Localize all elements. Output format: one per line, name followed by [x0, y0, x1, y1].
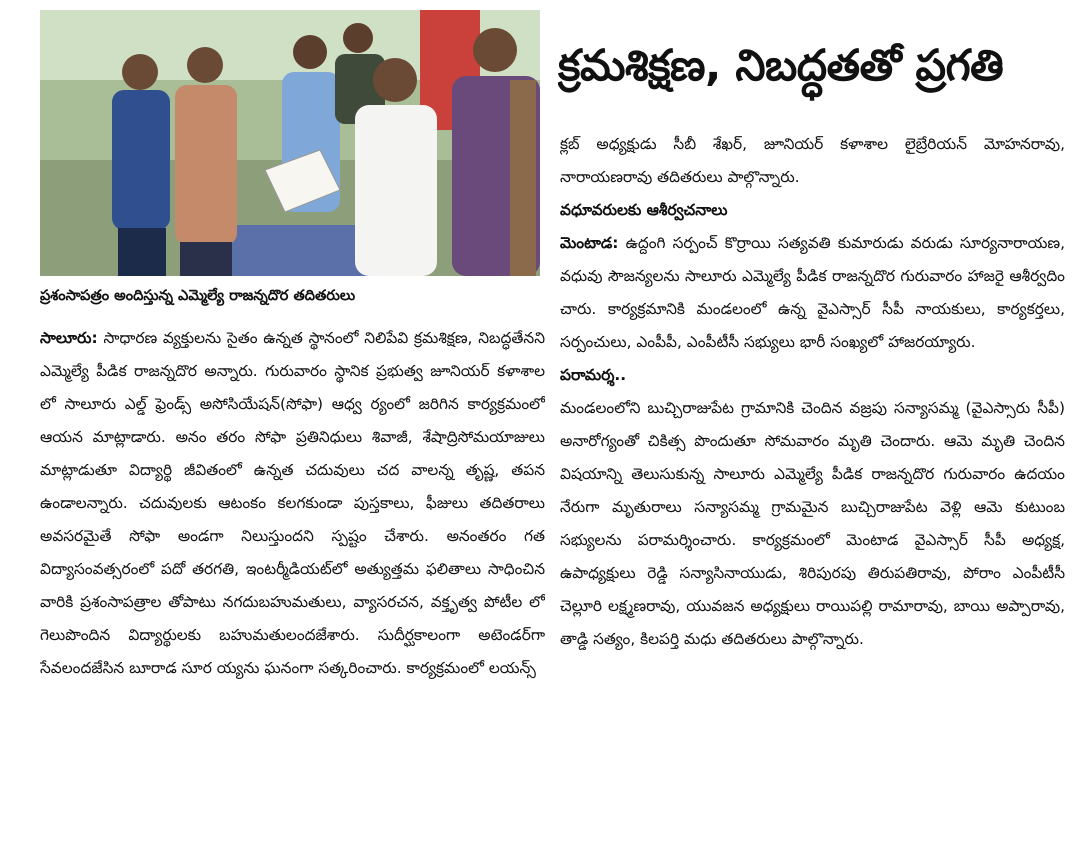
- left-column: [40, 322, 545, 862]
- continuation-text: క్లబ్ అధ్యక్షుడు సీబీ శేఖర్, జూనియర్ కళాశాల లైబ్రేరియన్ మోహనరావు, నారాయణరావు తదితరులు పాల్గొన్నారు.: [560, 135, 1065, 186]
- condolence-body: మండలంలోని బుచ్చిరాజుపేట గ్రామానికి చెందిన వజ్రపు సన్యాసమ్మ (వైఎస్సారు సీపీ) అనారోగ్యంతో చికిత్స పొందుతూ సోమవారం మృతి చెందారు. ఆమె మృతి చెందిన విషయాన్ని తెలుసుకున్న సాలూరు ఎమ్మెల్యే పీడిక రాజన్నదొర గురువారం ఉదయం నేరుగా మృతురాలు సన్యాసమ్మ గ్రామమైన బుచ్చిరాజుపేట వెళ్లి ఆమె కుటుంబ సభ్యులను పరామర్శించారు. కార్యక్రమంలో మెంటాడ వైఎస్సార్ సీపీ అధ్యక్ష, ఉపాధ్యక్షులు రెడ్డి సన్యాసినాయుడు, శిరిపురపు తిరుపతిరావు, పోరాం ఎంపీటీసీ చెల్లూరి లక్ష్మణరావు, యువజన అధ్యక్షులు రాయిపల్లి రామారావు, బాయి అప్పారావు, తాడ్డి సత్యం, కిలపర్తి మధు తదితరులు పాల్గొన్నారు.: [560, 399, 1065, 648]
- dateline-saluru: సాలూరు:: [40, 329, 98, 347]
- dateline-mentada: మెంటాడ:: [560, 234, 619, 252]
- blessings-body: ఉద్దంగి సర్పంచ్ కొర్రాయి సత్యవతి కుమారుడు వరుడు సూర్యనారాయణ, వధువు సౌజన్యలను సాలూరు ఎమ్మెల్యే పీడిక రాజన్నదొర గురువారం హాజరై ఆశీర్వదిం చారు. కార్యక్రమానికి మండలంలో ఉన్న వైఎస్సార్ సీపీ నాయకులు, కార్యకర్తలు, సర్పంచులు, ఎంపీపీ, ఎంపీటీసీ సభ్యులు భారీ సంఖ్యలో హాజరయ్యారు.: [560, 234, 1065, 351]
- subheading-blessings: వధూవరులకు ఆశీర్వచనాలు: [560, 201, 728, 219]
- photo-caption: ప్రశంసాపత్రం అందిస్తున్న ఎమ్మెల్యే రాజన్నదొర తదితరులు: [40, 288, 356, 304]
- blessings-paragraph: [560, 227, 1065, 359]
- right-column: [560, 128, 1065, 863]
- subheading-condolence: పరామర్శ..: [560, 366, 627, 384]
- left-article-body: సాధారణ వ్యక్తులను సైతం ఉన్నత స్థానంలో నిలిపేవి క్రమశిక్షణ, నిబద్ధతేనని ఎమ్మెల్యే పీడిక రాజన్నదొర అన్నారు. గురువారం స్థానిక ప్రభుత్వ జూనియర్ కళాశాల లో సాలూరు ఎల్డ్ ఫ్రెండ్స్ అసోసియేషన్(సోఫా) ఆధ్వ ర్యంలో జరిగిన కార్యక్రమంలో ఆయన మాట్లాడారు. అనం తరం సోఫా ప్రతినిధులు శివాజీ, శేషాద్రిసోమయాజులు మాట్లాడుతూ విద్యార్థి జీవితంలో ఉన్నత చదువులు చద వాలన్న తృష్ణ, తపన ఉండాలన్నారు. చదువులకు ఆటంకం కలగకుండా పుస్తకాలు, ఫీజులు తదితరాలు అవసరమైతే సోఫా అండగా నిలుస్తుందని స్పష్టం చేశారు. అనంతరం గత విద్యాసంవత్సరంలో పదో తరగతి, ఇంటర్మీడియట్‌లో అత్యుత్తమ ఫలితాలు సాధించిన వారికి ప్రశంసాపత్రాల తోపాటు నగదుబహుమతులు, వ్యాసరచన, వక్తృత్వ పోటీల లో గెలుపొందిన విద్యార్థులకు బహుమతులందజేశారు. సుదీర్ఘకాలంగా అటెండర్‌గా సేవలందజేసిన బూరాడ సూర య్యను ఘనంగా సత్కరించారు. కార్యక్రమంలో లయన్స్: [40, 329, 545, 677]
- headline: క్రమశిక్షణ, నిబద్ధతతో ప్రగతి: [558, 41, 1004, 91]
- news-photo: [40, 10, 540, 276]
- left-article-paragraph: [40, 322, 545, 685]
- news-photo-illustration: [40, 10, 540, 276]
